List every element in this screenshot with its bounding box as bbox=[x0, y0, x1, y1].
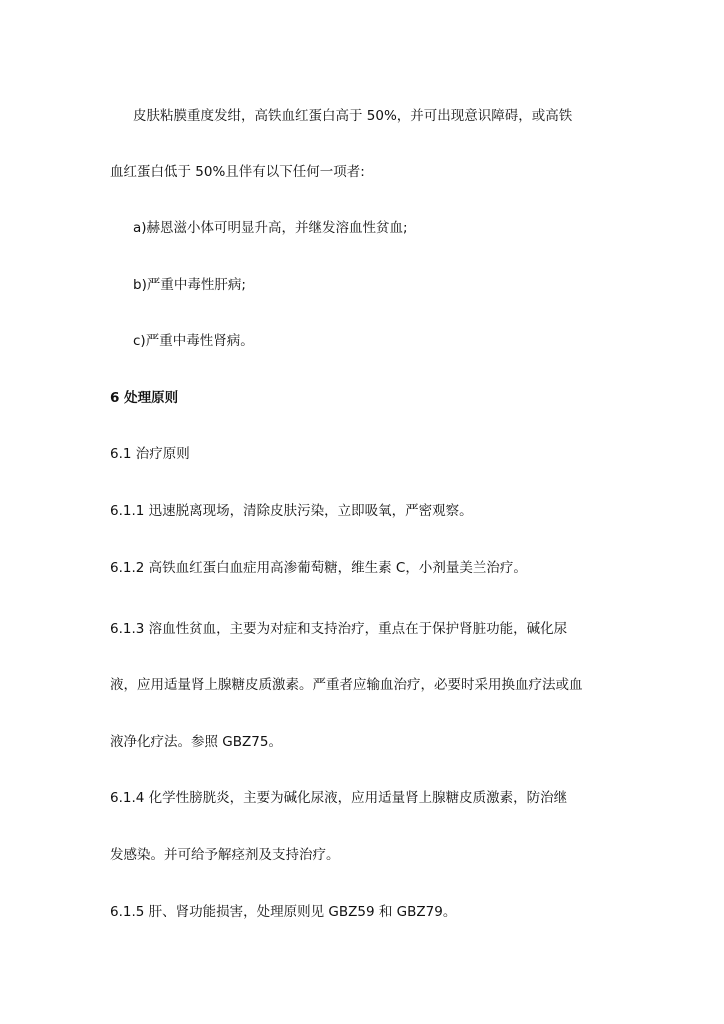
clause-6-1-3: 6.1.3 溶血性贫血，主要为对症和支持治疗，重点在于保护肾脏功能，碱化尿 bbox=[110, 621, 568, 637]
section-heading: 6 处理原则 bbox=[110, 390, 179, 406]
clause-6-1-5: 6.1.5 肝、肾功能损害，处理原则见 GBZ59 和 GBZ79。 bbox=[110, 904, 457, 920]
clause-6-1-2: 6.1.2 高铁血红蛋白血症用高渗葡萄糖，维生素 C，小剂量美兰治疗。 bbox=[110, 560, 527, 576]
paragraph-line: 血红蛋白低于 50%且伴有以下任何一项者: bbox=[110, 164, 365, 180]
list-item-a: a)赫恩滋小体可明显升高，并继发溶血性贫血; bbox=[133, 220, 408, 236]
clause-6-1-4: 6.1.4 化学性膀胱炎，主要为碱化尿液，应用适量肾上腺糖皮质激素，防治继 bbox=[110, 790, 568, 806]
subsection-heading: 6.1 治疗原则 bbox=[110, 446, 190, 462]
paragraph-line: 液净化疗法。参照 GBZ75。 bbox=[110, 734, 282, 750]
list-item-c: c)严重中毒性肾病。 bbox=[133, 333, 254, 349]
paragraph-line: 液，应用适量肾上腺糖皮质激素。严重者应输血治疗，必要时采用换血疗法或血 bbox=[110, 677, 583, 693]
clause-6-1-1: 6.1.1 迅速脱离现场，清除皮肤污染，立即吸氧，严密观察。 bbox=[110, 503, 473, 519]
list-item-b: b)严重中毒性肝病; bbox=[133, 277, 246, 293]
paragraph-line: 发感染。并可给予解痉剂及支持治疗。 bbox=[110, 847, 340, 863]
paragraph-line: 皮肤粘膜重度发绀，高铁血红蛋白高于 50%，并可出现意识障碍，或高铁 bbox=[133, 108, 573, 124]
